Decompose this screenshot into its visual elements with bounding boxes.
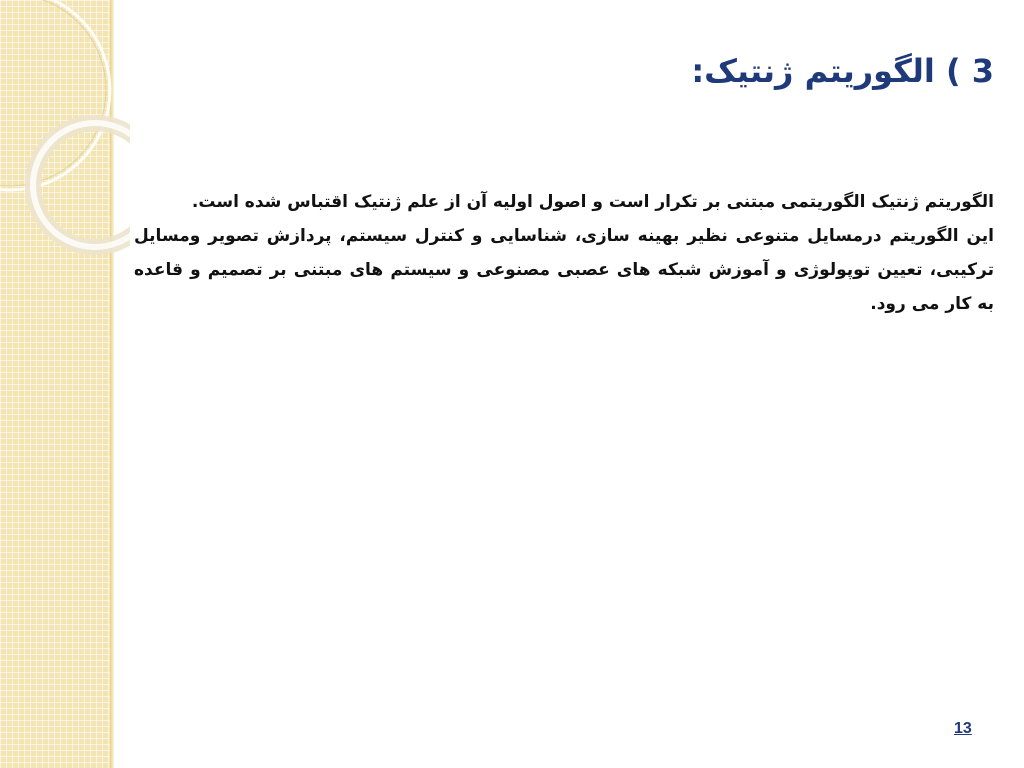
- slide-title: 3 ) الگوریتم ژنتیک:: [691, 52, 994, 90]
- decorative-ring-small-highlight: [33, 123, 130, 247]
- decorative-ring-large: [0, 0, 110, 190]
- slide-body: [134, 185, 994, 321]
- page-number-link[interactable]: 13: [954, 720, 972, 737]
- body-paragraph: الگوریتم ژنتیک الگوریتمی مبتنی بر تکرار است و اصول اولیه آن از علم ژنتیک اقتباس شده است.: [191, 192, 994, 212]
- decorative-rings: [0, 0, 130, 260]
- body-paragraph: این الگوریتم درمسایل متنوعی نظیر بهینه سازی، شناسایی و کنترل سیستم، پردازش تصویر ومسایل ترکیبی، تعیین توپولوژی و آموزش شبکه های عصبی مصنوعی و سیستم های مبتنی بر تصمیم و قاعده به کار می رود.: [134, 226, 994, 314]
